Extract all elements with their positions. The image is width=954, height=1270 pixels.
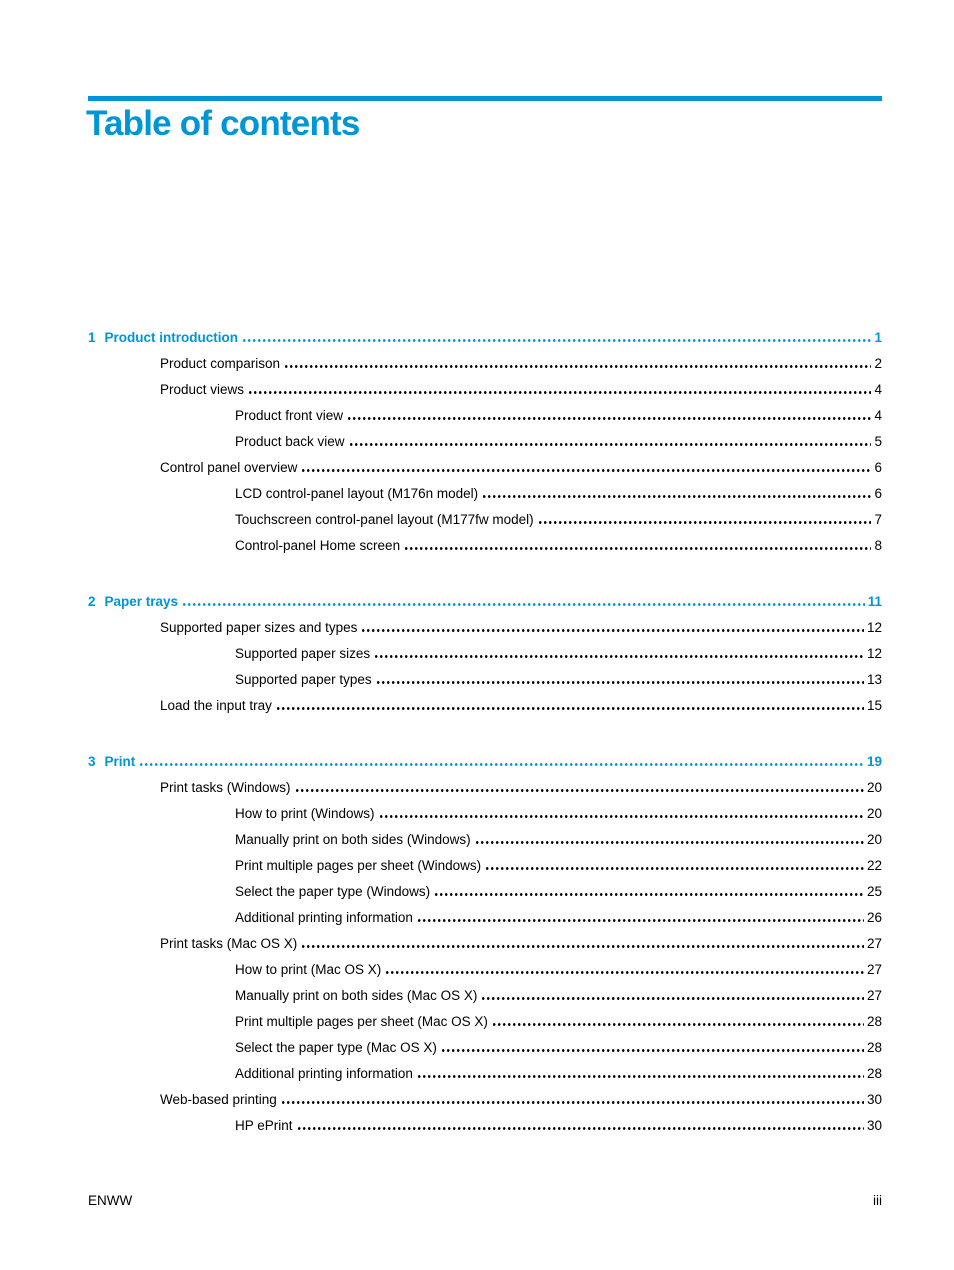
dot-leader xyxy=(362,629,864,632)
entry-page-number: 13 xyxy=(866,672,882,687)
section-number: 2 xyxy=(88,594,96,609)
entry-page-number: 20 xyxy=(866,806,882,821)
toc-entry[interactable] xyxy=(88,377,882,403)
section-page-number: 1 xyxy=(874,330,882,345)
dot-leader xyxy=(380,815,864,818)
toc-entry[interactable] xyxy=(88,853,882,879)
dot-leader xyxy=(539,521,872,524)
entry-page-number: 4 xyxy=(874,382,882,397)
entry-title: Supported paper sizes xyxy=(235,646,371,661)
toc-entry[interactable] xyxy=(88,775,882,801)
entry-title: Load the input tray xyxy=(160,698,272,713)
entry-page-number: 6 xyxy=(874,460,882,475)
toc-entry[interactable] xyxy=(88,827,882,853)
entry-title: Additional printing information xyxy=(235,910,413,925)
title-divider-rule xyxy=(88,96,882,101)
toc-entry[interactable] xyxy=(88,481,882,507)
entry-title: Select the paper type (Mac OS X) xyxy=(235,1040,437,1055)
entry-page-number: 26 xyxy=(866,910,882,925)
section-number: 3 xyxy=(88,754,96,769)
entry-title: Supported paper sizes and types xyxy=(160,620,358,635)
toc-entry[interactable] xyxy=(88,667,882,693)
entry-page-number: 8 xyxy=(874,538,882,553)
toc-entry[interactable] xyxy=(88,801,882,827)
toc-section xyxy=(88,325,882,559)
entry-title: Product front view xyxy=(235,408,344,423)
toc-entry[interactable] xyxy=(88,905,882,931)
page-title: Table of contents xyxy=(86,104,360,143)
toc-entry[interactable] xyxy=(88,1009,882,1035)
toc-section-entries xyxy=(88,775,882,1139)
entry-title: Control-panel Home screen xyxy=(235,538,401,553)
dot-leader xyxy=(493,1023,864,1026)
entry-page-number: 2 xyxy=(874,356,882,371)
entry-title: Manually print on both sides (Windows) xyxy=(235,832,471,847)
dot-leader xyxy=(375,655,864,658)
entry-title: Print multiple pages per sheet (Mac OS X) xyxy=(235,1014,488,1029)
toc-entry[interactable] xyxy=(88,1035,882,1061)
toc-entry[interactable] xyxy=(88,1061,882,1087)
dot-leader xyxy=(282,1101,864,1104)
table-of-contents xyxy=(88,325,882,1139)
entry-page-number: 30 xyxy=(866,1118,882,1133)
section-number: 1 xyxy=(88,330,96,345)
entry-page-number: 12 xyxy=(866,620,882,635)
dot-leader xyxy=(386,971,864,974)
entry-page-number: 6 xyxy=(874,486,882,501)
entry-title: Print tasks (Mac OS X) xyxy=(160,936,298,951)
entry-title: Product comparison xyxy=(160,356,281,371)
toc-section xyxy=(88,589,882,719)
entry-page-number: 25 xyxy=(866,884,882,899)
toc-entry[interactable] xyxy=(88,533,882,559)
entry-page-number: 20 xyxy=(866,780,882,795)
section-title: Print xyxy=(104,754,136,769)
toc-entry[interactable] xyxy=(88,693,882,719)
dot-leader xyxy=(486,867,864,870)
entry-title: How to print (Windows) xyxy=(235,806,375,821)
dot-leader xyxy=(377,681,864,684)
entry-title: Product back view xyxy=(235,434,345,449)
entry-page-number: 30 xyxy=(866,1092,882,1107)
dot-leader xyxy=(435,893,864,896)
toc-entry[interactable] xyxy=(88,641,882,667)
section-title: Paper trays xyxy=(104,594,179,609)
entry-title: LCD control-panel layout (M176n model) xyxy=(235,486,479,501)
toc-section xyxy=(88,749,882,1139)
entry-page-number: 22 xyxy=(866,858,882,873)
entry-title: Additional printing information xyxy=(235,1066,413,1081)
toc-entry[interactable] xyxy=(88,957,882,983)
dot-leader xyxy=(285,365,871,368)
dot-leader xyxy=(296,789,864,792)
dot-leader xyxy=(483,495,871,498)
entry-page-number: 20 xyxy=(866,832,882,847)
dot-leader xyxy=(302,469,871,472)
dot-leader xyxy=(243,339,871,342)
toc-entry[interactable] xyxy=(88,507,882,533)
dot-leader xyxy=(405,547,871,550)
section-page-number: 11 xyxy=(867,594,882,609)
toc-entry[interactable] xyxy=(88,351,882,377)
entry-page-number: 15 xyxy=(866,698,882,713)
dot-leader xyxy=(298,1127,864,1130)
entry-page-number: 28 xyxy=(866,1066,882,1081)
toc-entry[interactable] xyxy=(88,879,882,905)
footer-page-number: iii xyxy=(873,1193,882,1208)
section-title: Product introduction xyxy=(104,330,238,345)
dot-leader xyxy=(140,763,864,766)
section-page-number: 19 xyxy=(866,754,882,769)
entry-title: Control panel overview xyxy=(160,460,298,475)
entry-title: Supported paper types xyxy=(235,672,372,687)
dot-leader xyxy=(277,707,864,710)
dot-leader xyxy=(476,841,864,844)
entry-page-number: 28 xyxy=(866,1014,882,1029)
dot-leader xyxy=(348,417,871,420)
toc-section-header[interactable] xyxy=(88,589,882,615)
entry-page-number: 7 xyxy=(874,512,882,527)
entry-title: Select the paper type (Windows) xyxy=(235,884,431,899)
toc-entry[interactable] xyxy=(88,931,882,957)
dot-leader xyxy=(183,603,865,606)
entry-title: Touchscreen control-panel layout (M177fw model) xyxy=(235,512,534,527)
entry-title: Manually print on both sides (Mac OS X) xyxy=(235,988,478,1003)
toc-entry[interactable] xyxy=(88,1087,882,1113)
entry-title: Print tasks (Windows) xyxy=(160,780,291,795)
footer-document-code: ENWW xyxy=(88,1193,133,1208)
dot-leader xyxy=(418,919,864,922)
entry-page-number: 28 xyxy=(866,1040,882,1055)
toc-entry[interactable] xyxy=(88,615,882,641)
dot-leader xyxy=(442,1049,864,1052)
dot-leader xyxy=(350,443,872,446)
toc-section-entries xyxy=(88,351,882,559)
entry-title: HP ePrint xyxy=(235,1118,293,1133)
entry-page-number: 5 xyxy=(874,434,882,449)
toc-entry[interactable] xyxy=(88,1113,882,1139)
dot-leader xyxy=(249,391,871,394)
toc-entry[interactable] xyxy=(88,983,882,1009)
entry-title: Print multiple pages per sheet (Windows) xyxy=(235,858,482,873)
entry-title: Web-based printing xyxy=(160,1092,277,1107)
entry-page-number: 4 xyxy=(874,408,882,423)
entry-page-number: 27 xyxy=(866,988,882,1003)
entry-page-number: 12 xyxy=(866,646,882,661)
toc-section-header[interactable] xyxy=(88,325,882,351)
toc-section-entries xyxy=(88,615,882,719)
dot-leader xyxy=(302,945,864,948)
entry-page-number: 27 xyxy=(866,962,882,977)
toc-entry[interactable] xyxy=(88,403,882,429)
entry-title: Product views xyxy=(160,382,245,397)
toc-entry[interactable] xyxy=(88,455,882,481)
dot-leader xyxy=(418,1075,864,1078)
toc-section-header[interactable] xyxy=(88,749,882,775)
dot-leader xyxy=(482,997,864,1000)
page-footer xyxy=(88,1192,882,1210)
toc-entry[interactable] xyxy=(88,429,882,455)
entry-page-number: 27 xyxy=(866,936,882,951)
entry-title: How to print (Mac OS X) xyxy=(235,962,382,977)
